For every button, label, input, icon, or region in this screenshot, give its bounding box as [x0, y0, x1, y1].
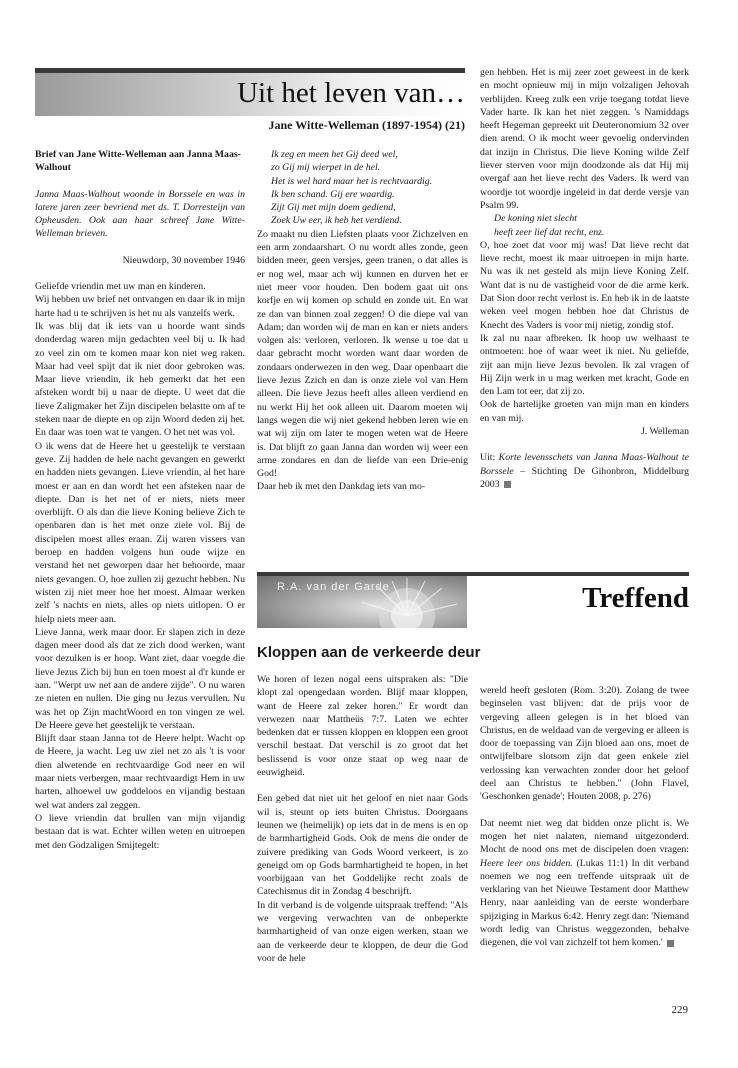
poem-line: Ik zeg en meen het Gij deed wel, [271, 149, 398, 160]
paragraph: We horen of lezen nogal eens uitspraken als: "Die klopt zal opengedaan worden. Blijf maar kloppen, want de Heere zal zeker horen." Er wordt dan verwezen naar Mattheüs 7:7. Laten we echter bedenken dat er tussen kloppen en kloppen een groot verschil bestaat. Dat verschil is zo groot dat het beslissend is voor onze staat op weg naar de eeuwigheid. [257, 674, 468, 779]
paragraph: Ik zal nu naar afbreken. Ik hoop uw welhaast te ontmoeten: hoe of waar weet ik niet. Nu geliefde, zijt aan mijn lieve Jezus bevolen. Ik zal vragen of Hij Zijn werk in u mag werken met kracht, Gode en den Lam tot eer, dat zij zo. [480, 332, 689, 398]
page-number: 229 [671, 1004, 688, 1016]
poem-line: Zijt Gij met mijn doem gediend, [271, 202, 396, 214]
source-note [480, 451, 689, 491]
poem [480, 212, 689, 239]
paragraph: Daar heb ik met den Dankdag iets van mo- [257, 481, 426, 493]
paragraph: O, hoe zoet dat voor mij was! Dat lieve recht dat lieve recht, moest ik maar uitroepen in mijn harte. Nu was ik net gesteld als mijn lieve Koning Zelf. Want dat is nu de vastigheid voor de die arme kerk. Dat Sion door recht verlost is. En heb ik in de laatste weken veel mogen hebben hoe dat Christus de Knecht des Vaders is voor mij nietig, zondig stof. [480, 239, 689, 331]
section-title: Treffend [582, 582, 689, 614]
column-3 [480, 66, 689, 491]
paragraph: Ik was blij dat ik iets van u hoorde want sinds donderdag waren mijn gedachten veel bij u. Ik had zo veel zin om te komen maar kon niet weg raken. Maar had veel spijt dat ik niet door gebroken was. Maar lieve vriendin, ik heb gemerkt dat het een afsteken wordt bij u naar de diepte. U weet dat die lieve Zaligmaker het Zijn discipelen belastte om af te steken naar de diepte en op zijn Woord deden zij het. En daar was toen wat te vangen. O het net was vol. [35, 320, 245, 439]
paragraph: Wij hebben uw brief net ontvangen en daar ik in mijn harte had u te schrijven is het nu als vanzelfs werk. [35, 294, 245, 319]
poem-line: De koning niet slecht [494, 213, 577, 225]
paragraph: Ook de hartelijke groeten van mijn man en kinders en van mij. [480, 399, 689, 424]
article-subtitle: Jane Witte-Welleman (1897-1954) (21) [268, 118, 465, 132]
paragraph: Lieve Janna, werk maar door. Er slapen zich in deze dagen meer dood als dat ze zich dood werken, want voor dezulken is er hoop. Want ziet, daar voegde die lieve Jezus Zich bij hun en toen moest al d'r kunde er aan. "Werpt uw net aan de andere zijde". O nu waren ze nieten en nullen. Die ging nu Jezus vervullen. Nu was het op Zijn machtWoord en ton vingen ze wel. De Heere geve het geestelijk te verstaan. [35, 626, 245, 731]
end-mark-icon [667, 940, 674, 947]
column-1 [35, 148, 245, 852]
poem-line: zo Gij mij wierpet in de hel. [271, 162, 381, 174]
paragraph: Zo maakt nu dien Liefsten plaats voor Zichzelven en een arm zondaarshart. O nu wordt alles zonde, geen bidden meer, geen versjes, geen tranen, o dat alles is er nog wel, maar ach wij kunnen en durven het er niet meer voor houden. Den bodem gaat uit ons korfje en wij komen op schuld en zonde uit. En wat ze dan van binnen zoal zeggen! O die diepe val van Adam; dan worden wij de man en kan er niets anders volgen als: verloren, verloren. Ik wense u toe dat u daar gebracht mocht worden want daar worden de zondaars onderwezen in den weg. Daar openbaart die lieve Jezus Zzich en dan is onze ziele vol van Hem alleen. Die lieve Jezus heeft alles alleen verdiend en nu werkt Hij het ook alleen uit. Daarom moeten wij langs wegen die wij niet gekend hebben leren wie en wat wij zijn om later te mogen weten wat de Heere is. Dat blijft zo gaan Janna dan worden wij weer een arme zondares en dan de liefde van een Drie-enig God! [257, 228, 468, 480]
article-heading: Kloppen aan de verkeerde deur [257, 644, 481, 661]
signature: J. Welleman [640, 426, 689, 438]
poem [257, 148, 468, 228]
column-4 [257, 673, 468, 965]
end-mark-icon [504, 481, 511, 488]
poem-line: Het is wel hard maar het is rechtvaardig. [271, 175, 433, 187]
author-name: R.A. van der Garde [277, 581, 390, 593]
paragraph: Blijft daar staan Janna tot de Heere helpt. Wacht op de Heere, ja wacht. Leg uw ziel net zo als 't is voor dien alwetende en rechtvaardige God neer en wil maar niets verbergen, maar rechtvaardigt Hem in uw harten, alhoewel uw goddeloos en vijandig bestaan wel wat anders zal zeggen. [35, 733, 245, 811]
banner-image [257, 576, 467, 628]
paragraph: Geliefde vriendin met uw man en kinderen. [35, 281, 206, 293]
article-title: Uit het leven van… [237, 77, 465, 109]
letter-heading: Brief van Jane Witte-Welleman aan Janna Maas-Walhout [35, 149, 241, 174]
text-run-italic: Heere leer ons bidden. [480, 857, 573, 869]
paragraph: Een gebed dat niet uit het geloof en niet naar Gods wil is, steunt op iets buiten Christus. Doorgaans leunen we (heimelijk) op iets dat in de mens is en op de barmhartigheid Gods. Ook de mens die onder de zuivere prediking van Gods Woord verkeert, is zo geneigd om op Gods barmhartigheid te hopen, in het voorbijgaan van het Goddelijke recht zoals de Catechismus dit in Zondag 4 beschrijft. [257, 793, 468, 898]
paragraph [480, 817, 689, 950]
paragraph: In dit verband is de volgende uitspraak treffend: "Als we vergeving verwachten van de onbeperkte barmhartigheid of van onze eigen werken, staan we aan de verkeerde deur te kloppen, de deur die God voor de hele [257, 899, 468, 964]
source-title: Korte levensschets van Janna Maas-Walhout te Borssele [480, 452, 689, 477]
paragraph: wereld heeft gesloten (Rom. 3:20). Zolang de twee beginselen vast blijven: dat de prijs voor de vergeving alleen gelegen is in het bloed van Christus, en de weldaad van de vergeving er alleen is door de toepassing van Zijn bloed aan ons, moet de ontwijfelbare slotsom zijn dat geen enkele ziel verlossing kan verwachten zonder door het geloof deel aan Christus te hebben." (John Flavel, 'Geschonken genade'; Houten 2008, p. 276) [480, 685, 689, 803]
poem-line: heeft zeer lief dat recht, enz. [494, 226, 605, 238]
paragraph: gen hebben. Het is mij zeer zoet geweest in de kerk en mocht opnieuw mij in mijn volzaligen Jehovah verblijden. Kreeg zulk een vrije toegang totdat lieve Vader harte. Ik kan het niet zeggen. 's Namiddags heeft Hegeman gepreekt uit Deuteronomium 32 over dien arend. O ik mocht weer gevoelig ondervinden dat inzijn in Christus. Die lieve Koning wilde Zelf liever sterven voor mijn doodzonde als dat Hij mij overgaf aan het lieve recht des Vaders. Ik werd van woordje tot woordje ingeleid in dat derde versje van Psalm 99. [480, 67, 689, 211]
paragraph: O ik wens dat de Heere het u geestelijk te verstaan geve. Zij hadden de hele nacht gevangen en gewerkt en hadden niets gevangen. Lieve vriendin, al het hare moest er aan en dan wordt het een afsteken naar de diepte. Dan is het net of er niets, niets meer overblijft. O als dan die lieve Koning believe Zich te openbaren dan is het met onze ziele vol. Bij de discipelen moest alles eraan. Zij waren vissers van beroep en hadden volgens hun oude wijze en verstand het net geworpen daar het behoorde, maar niets gevangen. O, hoe zullen zij gezucht hebben. Nu wisten zij niet meer hoe het moest. Almaar werken zelf 's nachts en niets, alles op niets uitlopen. O er hielp niets meer aan. [35, 440, 245, 625]
column-2 [257, 148, 468, 494]
source-label: Uit: [480, 452, 499, 464]
letter-intro: Janna Maas-Walhout woonde in Borssele en was in latere jaren zeer bevriend met ds. T. Dorresteijn van Opheusden. Ook aan haar schreef Jane Witte-Welleman brieven. [35, 188, 245, 240]
paragraph: O lieve vriendin dat brullen van mijn vijandig bestaan dat is wat. Echter willen weten en uitroepen met den Godzaligen Smijtegelt: [35, 812, 245, 851]
poem-line: Ik ben schand. Gij ere waardig. [271, 188, 395, 200]
article-banner [35, 68, 465, 116]
poem-line: Zoek Uw eer, ik heb het verdiend. [271, 215, 402, 227]
text-run: Dat neemt niet weg dat bidden onze plicht is. We mogen het niet nalaten, niemand uitgezonderd. Mocht de nood ons met de discipelen doen vragen: [480, 817, 689, 856]
text-run: (Lukas 11:1) In dit verband noemen we nog een treffende uitspraak uit de verklaring van het Nieuwe Testament door Matthew Henry, naar aanleiding van de eerste wonderbare spijziging in Markus 6:42. Henry zegt dan: 'Niemand wordt ledig van Christus weggezonden, behalve diegenen, die vol van zichzelf tot hem komen.' [480, 857, 689, 949]
source-rest: – Stichting De Gihonbron, Middelburg 2003 [480, 465, 689, 490]
dateline: Nieuwdorp, 30 november 1946 [122, 254, 245, 266]
treffend-banner [257, 572, 689, 628]
column-5 [480, 684, 689, 950]
